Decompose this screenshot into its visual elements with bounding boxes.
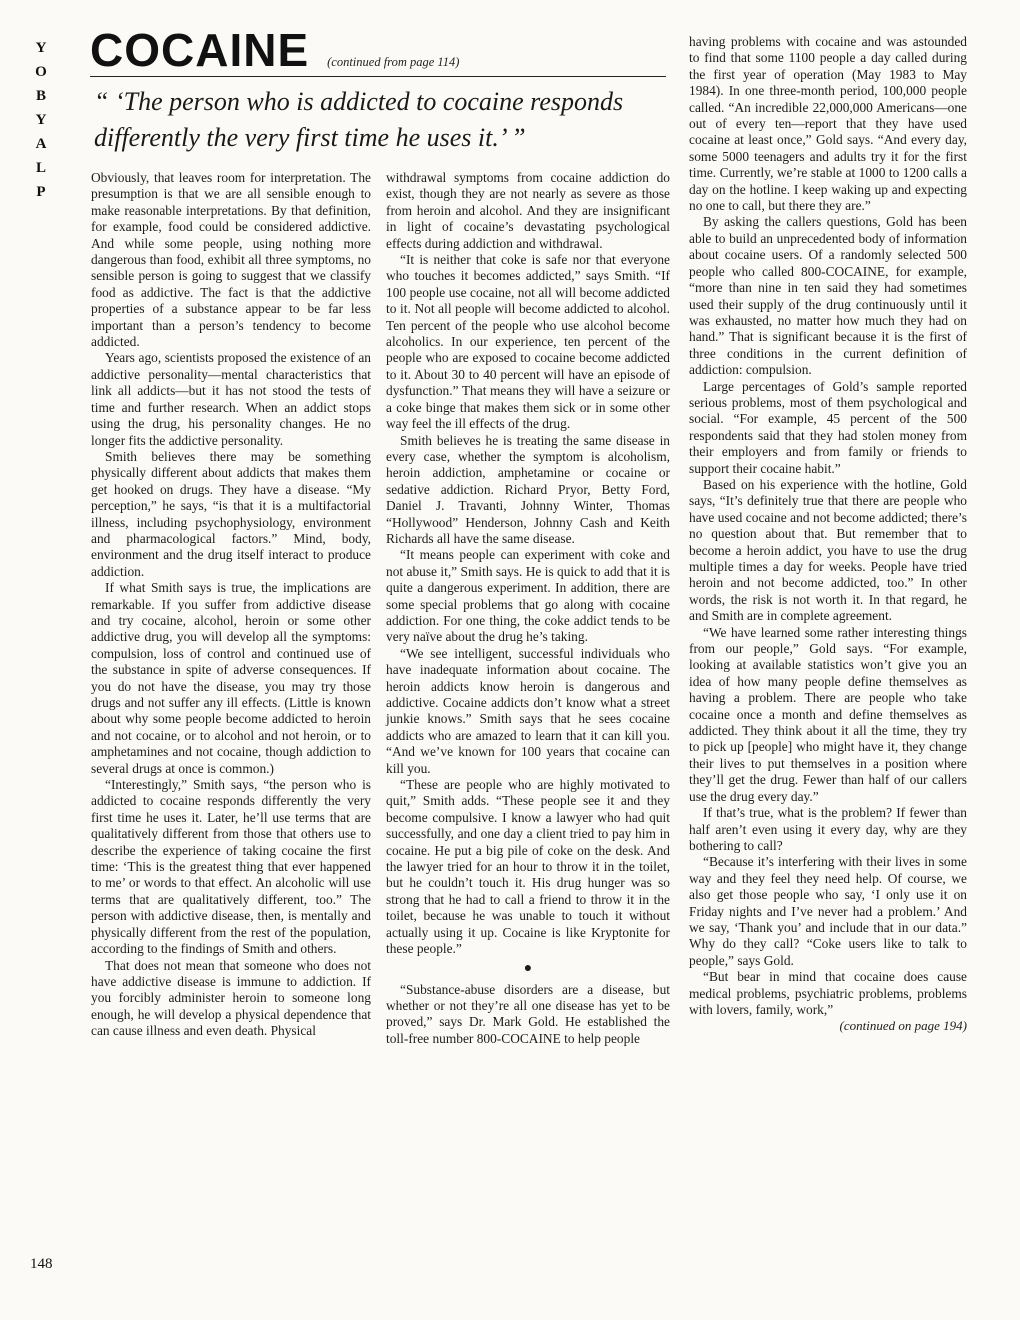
- paragraph: Obviously, that leaves room for interpretation. The presumption is that we are all sensible enough to make reasonable interpretations. By that definition, for example, food could be considered addictive. And while some people, using nothing more dangerous than food, exhibit all three symptoms, no sensible person is going to suggest that we classify food as addictive. The fact is that the addictive properties of a substance appear to be far less important than a person’s tendency to become addicted.: [91, 170, 371, 350]
- paragraph: “Because it’s interfering with their lives in some way and they feel they need help. Of course, we also get those people who say, ‘I only use it on Friday nights and I’ve never had a problem.’ And we say, ‘Thank you’ and include that in our data.” Why do they call? “Coke users like to talk to people,” says Gold.: [689, 854, 967, 968]
- side-label-letter: A: [35, 136, 47, 152]
- paragraph: Smith believes there may be something physically different about addicts that makes them get hooked on drugs. They have a disease. “My perception,” he says, “is that it is a multifactorial illness, including psychophysiology, environment and pharmacological factors.” Mind, body, environment and the drug itself interact to produce addiction.: [91, 448, 371, 579]
- paragraph: “But bear in mind that cocaine does cause medical problems, psychiatric problems, problems with lovers, family, work,”: [689, 969, 967, 1017]
- text-column-2: [386, 170, 670, 1047]
- paragraph: “We see intelligent, successful individuals who have inadequate information about cocaine. The heroin addicts know heroin is dangerous and addictive. Cocaine addicts don’t know what a street junkie knows.” Smith says that he sees cocaine addicts who are amazed to learn that it can kill you. “And we’ve known for 100 years that cocaine can kill you.: [386, 645, 670, 776]
- section-separator-dot: ●: [523, 960, 533, 976]
- paragraph: “Interestingly,” Smith says, “the person who is addicted to cocaine responds differently the very first time he uses it. Later, he’ll use terms that are qualitatively different from those that others use to describe the experience of taking cocaine the first time: ‘This is the greatest thing that ever happened to me’ or words to that effect. An alcoholic will use terms that are qualitatively different, too.” The person with addictive disease, then, is mentally and physically different from the rest of the population, according to the findings of Smith and others.: [91, 777, 371, 957]
- paragraph: That does not mean that someone who does not have addictive disease is immune to addiction. If you forcibly administer heroin to someone long enough, he will develop a physical dependence that can cause illness and even death. Physical: [91, 957, 371, 1039]
- text-column-1: [91, 170, 371, 1040]
- paragraph: Smith believes he is treating the same disease in every case, whether the symptom is alcoholism, heroin addiction, amphetamine or cocaine or sedative addiction. Richard Pryor, Betty Ford, Daniel J. Travanti, Johnny Winter, Thomas “Hollywood” Henderson, Johnny Cash and Keith Richards all have the same disease.: [386, 432, 670, 546]
- headline-row: [90, 26, 666, 77]
- pull-quote: “ ‘The person who is addicted to cocaine responds differently the very first time he uses it.’ ”: [94, 87, 624, 152]
- page-number: 148: [30, 1256, 53, 1272]
- paragraph: By asking the callers questions, Gold has been able to build an unprecedented body of information about cocaine users. Of a randomly selected 500 people who called 800-COCAINE, for example, “more than nine in ten said they had sometimes used their supply of the drug continuously until it was exhausted, no matter how much they had on hand.” That is significant because it is the first of three conditions in the current definition of addiction: compulsion.: [689, 214, 967, 378]
- paragraph: Based on his experience with the hotline, Gold says, “It’s definitely true that there are people who have used cocaine and not become addicted; there’s no question about that. But remember that to become a heroin addict, you have to use the drug multiple times a day for weeks. People have tried heroin and not become addicted, too.” In other words, the risk is not worth it. In that regard, he and Smith are in complete agreement.: [689, 476, 967, 624]
- paragraph: “Substance-abuse disorders are a disease, but whether or not they’re all one disease has yet to be proved,” says Dr. Mark Gold. He established the toll-free number 800-COCAINE to help people: [386, 981, 670, 1046]
- paragraph: “It means people can experiment with coke and not abuse it,” Smith says. He is quick to add that it is quite a dangerous experiment. In addition, there are some special problems that go along with cocaine addiction. For one thing, the coke addict tends to be very naïve about the drug he’s taking.: [386, 547, 670, 645]
- paragraph: “It is neither that coke is safe nor that everyone who touches it becomes addicted,” says Smith. “If 100 people use cocaine, not all will become addicted to it. Not all people will become addicted to alcohol. Ten percent of the people who use alcohol become alcoholics. In our experience, ten percent of the people who are exposed to cocaine become addicted to it. About 30 to 40 percent will have an episode of dysfunction.” That means they will have a seizure or a coke binge that makes them sick or in some other way feel the ill effects of the drug.: [386, 252, 670, 432]
- paragraph: Years ago, scientists proposed the existence of an addictive personality—mental characteristics that link all addicts—but it has not stood the tests of time and further research. When an addict stops using the drug, his personality changes. He no longer fits the addictive personality.: [91, 350, 371, 448]
- paragraph: “These are people who are highly motivated to quit,” Smith adds. “These people see it and they become compulsive. I know a lawyer who had quit successfully, and one day a client tried to pay him in cocaine. He put a big pile of coke on the desk. And the lawyer tried for an hour to throw it in the toilet, but he couldn’t touch it. His drug hunger was so strong that he had to call a friend to throw it in the toilet, because he was unable to touch it without actually using it up. Cocaine is like Kryptonite for these people.”: [386, 777, 670, 957]
- article-headline: COCAINE: [90, 24, 310, 76]
- side-label-letter: L: [35, 160, 46, 176]
- continued-from-note: (continued from page 114): [327, 55, 460, 69]
- paragraph: withdrawal symptoms from cocaine addiction do exist, though they are not nearly as severe as those from heroin and alcohol. And they are insignificant in light of cocaine’s devastating psychological effects during addiction and withdrawal.: [386, 170, 670, 251]
- side-label-letter: B: [35, 88, 46, 104]
- paragraph: “We have learned some rather interesting things from our people,” Gold says. “For example, looking at available statistics won’t give you an idea of how many people define themselves as having a problem. There are people who take cocaine once a month and define themselves as addicted. They think about it all the time, they try to pick up [people] who might have it, they change their lives to put themselves in a position where they’ll get the drug. Fewer than half of our callers use the drug every day.”: [689, 624, 967, 804]
- paragraph: having problems with cocaine and was astounded to find that some 1100 people a day called during the first year of operation (May 1983 to May 1984). In one three-month period, 100,000 people called. “An incredible 22,000,000 Americans—one out of every ten—report that they have used cocaine at least once,” Gold says. “And every day, some 5000 teenagers and adults try it for the first time. Currently, we’re stable at 1000 to 1200 calls a day on the hotline. I keep waking up and expecting no one to call, but there they are.”: [689, 34, 967, 214]
- side-label-letter: Y: [35, 112, 47, 128]
- text-column-3: [689, 34, 967, 1034]
- magazine-side-label: [30, 36, 52, 204]
- continued-on-note: (continued on page 194): [839, 1018, 967, 1034]
- paragraph: If what Smith says is true, the implications are remarkable. If you suffer from addictive disease and try cocaine, alcohol, heroin or some other addictive drug, you will develop all the symptoms: compulsion, loss of control and continued use of the substance in spite of adverse consequences. If you do not have the disease, you may try those drugs and not suffer any ill effects. (Little is known about why some people become addicted to heroin and not cocaine, or to alcohol and not heroin, or to amphetamines and not cocaine, though addiction to several drugs at once is common.): [91, 580, 371, 776]
- side-label-letter: Y: [35, 40, 47, 56]
- paragraph: If that’s true, what is the problem? If fewer than half aren’t even using it every day, why are they bothering to call?: [689, 805, 967, 853]
- paragraph: Large percentages of Gold’s sample reported serious problems, most of them psychological and social. “For example, 45 percent of the 500 respondents said that they had stolen money from their employers and from family or friends to support their cocaine habit.”: [689, 378, 967, 476]
- side-label-letter: O: [35, 64, 47, 80]
- side-label-letter: P: [36, 184, 46, 200]
